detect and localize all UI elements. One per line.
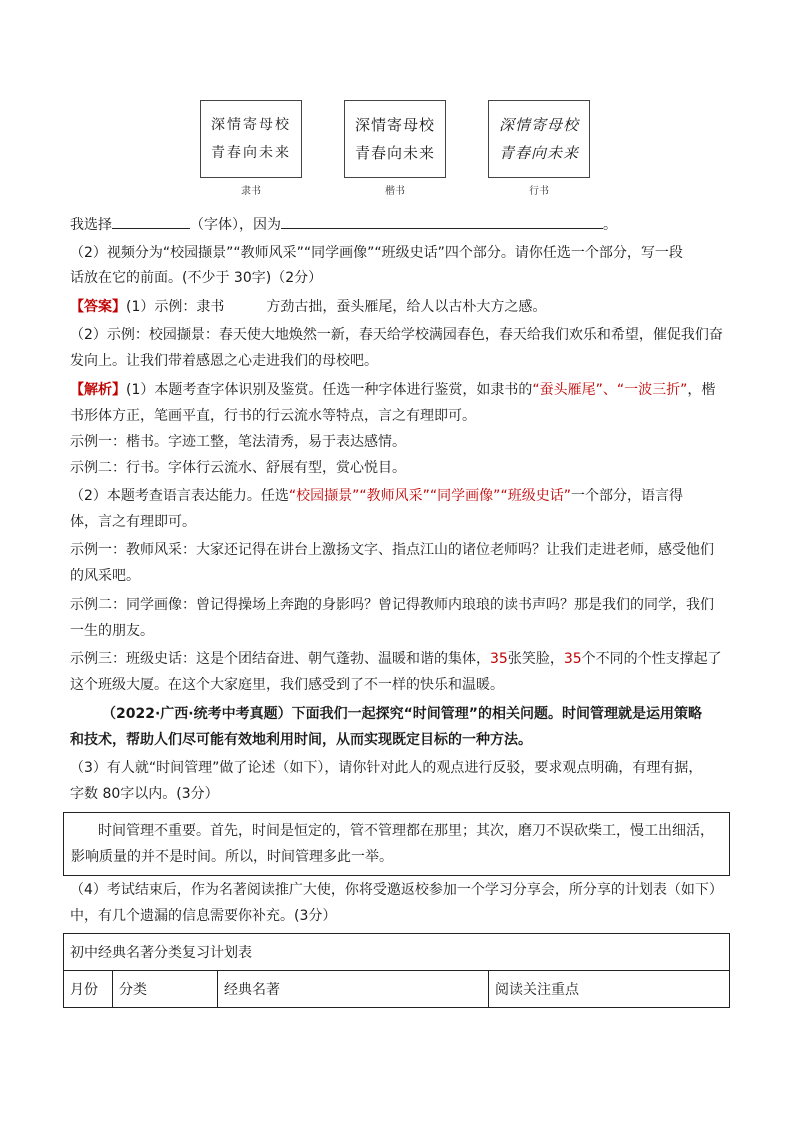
problem-intro-line: （2022·广西·统考中考真题）下面我们一起探究“时间管理”的相关问题。时间管理就是运用策略	[102, 706, 703, 722]
analysis-text: 个不同的个性支撑起了	[581, 651, 722, 667]
table-header-cell: 月份	[64, 971, 113, 1008]
analysis-highlight: “校园撷景”“教师风采”“同学画像”“班级史话”	[288, 488, 571, 504]
table-header-row	[64, 971, 730, 1008]
analysis-text: 张笑脸，	[507, 651, 564, 667]
table-title-row	[64, 934, 730, 971]
table-header-cell: 经典名著	[218, 971, 489, 1008]
question-4-line: （4）考试结束后，作为名著阅读推广大使，你将受邀返校参加一个学习分享会，所分享的计划表（如下）	[70, 882, 723, 898]
calligraphy-box-kaishu	[344, 100, 446, 178]
analysis-line: 这个班级大厦。在这个大家庭里，我们感受到了不一样的快乐和温暖。	[70, 677, 504, 693]
analysis-line: 示例二：行书。字体行云流水、舒展有型，赏心悦目。	[70, 460, 406, 476]
calligraphy-caption: 楷书	[385, 186, 405, 197]
problem-intro-line: 和技术，帮助人们尽可能有效地利用时间，从而实现既定目标的一种方法。	[70, 732, 532, 748]
question-4-line: 中，有几个遗漏的信息需要你补充。(3分）	[70, 908, 337, 924]
analysis-line: 书形体方正，笔画平直，行书的行云流水等特点，言之有理即可。	[70, 408, 476, 424]
answer-text: 方劲古拙，蚕头雁尾，给人以古朴大方之感。	[266, 299, 547, 315]
analysis-line	[70, 649, 730, 669]
analysis-text: 一个部分，语言得	[570, 488, 683, 504]
answer-line	[70, 297, 730, 317]
answer-tag: 【答案】	[70, 299, 126, 315]
question-3-line: 字数 80字以内。(3分）	[70, 786, 219, 802]
analysis-line: 体，言之有理即可。	[70, 514, 196, 530]
reason-blank[interactable]	[281, 213, 603, 229]
analysis-text: ，楷	[687, 382, 716, 398]
calligraphy-line: 深情寄母校	[498, 116, 579, 134]
analysis-text: （2）本题考查语言表达能力。任选	[70, 488, 289, 504]
analysis-line: 的风采吧。	[70, 568, 140, 584]
argument-quote-box	[63, 812, 730, 876]
calligraphy-box-lishu	[200, 100, 302, 178]
analysis-number: 35	[490, 651, 508, 667]
table-title: 初中经典名著分类复习计划表	[64, 934, 730, 971]
table-header-cell: 分类	[113, 971, 218, 1008]
analysis-highlight: “蚕头雁尾”、“一波三折”	[532, 382, 688, 398]
calligraphy-line: 青春向未来	[211, 145, 291, 161]
analysis-line: 示例一：教师风采：大家还记得在讲台上激扬文字、指点江山的诸位老师吗？让我们走进老师，感受他们	[70, 542, 714, 558]
calligraphy-line: 青春向未来	[354, 144, 435, 162]
calligraphy-samples	[200, 100, 595, 200]
q1-prefix: 我选择	[70, 217, 112, 233]
analysis-text: (1）本题考查字体识别及鉴赏。任选一种字体进行鉴赏，如隶书的	[126, 382, 533, 398]
calligraphy-line: 深情寄母校	[354, 116, 435, 134]
font-choice-blank[interactable]	[112, 213, 190, 229]
q1-mid: （字体），因为	[190, 217, 281, 233]
quote-line: 影响质量的并不是时间。所以，时间管理多此一举。	[71, 849, 393, 865]
question-2-line: （2）视频分为“校园撷景”“教师风采”“同学画像”“班级史话”四个部分。请你任选一个部分，写一段	[70, 245, 683, 261]
analysis-tag: 【解析】	[70, 382, 126, 398]
question-2-line: 话放在它的前面。(不少于 30字)（2分）	[70, 270, 323, 286]
q1-end: 。	[603, 217, 617, 233]
analysis-line: 示例二：同学画像：曾记得操场上奔跑的身影吗？曾记得教师内琅琅的读书声吗？那是我们的同学，我们	[70, 597, 714, 613]
analysis-text: 示例三：班级史话：这是个团结奋进、朝气蓬勃、温暖和谐的集体，	[70, 651, 490, 667]
quote-line: 时间管理不重要。首先，时间是恒定的，管不管理都在那里；其次，磨刀不误砍柴工，慢工出细活，	[98, 823, 714, 839]
analysis-number: 35	[563, 651, 582, 667]
calligraphy-caption: 行书	[529, 186, 549, 197]
calligraphy-line: 青春向未来	[498, 144, 579, 162]
answer-line: （2）示例：校园撷景：春天使大地焕然一新，春天给学校满园春色，春天给我们欢乐和希望，催促我们奋	[70, 327, 723, 343]
analysis-line	[70, 380, 730, 400]
analysis-line: 一生的朋友。	[70, 623, 154, 639]
question-1-line	[70, 213, 730, 235]
review-plan-table	[63, 933, 730, 1008]
question-3-line: （3）有人就“时间管理”做了论述（如下），请你针对此人的观点进行反驳，要求观点明确，有理有据，	[70, 760, 703, 776]
calligraphy-caption: 隶书	[241, 186, 261, 197]
analysis-line	[70, 486, 730, 506]
table-header-cell: 阅读关注重点	[489, 971, 730, 1008]
calligraphy-line: 深情寄母校	[211, 117, 291, 133]
analysis-line: 示例一：楷书。字迹工整，笔法清秀，易于表达感情。	[70, 434, 406, 450]
answer-line: 发向上。让我们带着感恩之心走进我们的母校吧。	[70, 353, 378, 369]
answer-text: (1）示例：隶书	[126, 299, 225, 315]
calligraphy-box-xingshu	[488, 100, 590, 178]
